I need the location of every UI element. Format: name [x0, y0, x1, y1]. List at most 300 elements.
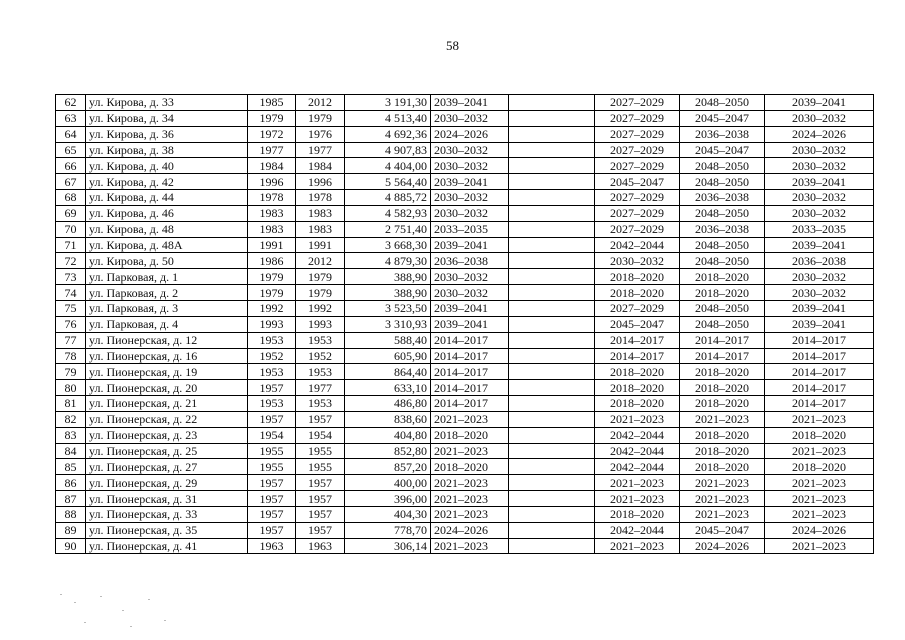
table-row [56, 459, 874, 475]
period-3-cell: 2027–2029 [595, 221, 680, 237]
period-1-cell: 2021–2023 [431, 491, 509, 507]
period-5-cell: 2030–2032 [765, 285, 874, 301]
address-cell: ул. Кирова, д. 48А [86, 237, 248, 253]
period-4-cell: 2014–2017 [680, 348, 765, 364]
period-4-cell: 2021–2023 [680, 475, 765, 491]
period-2-cell [509, 190, 595, 206]
period-2-cell [509, 126, 595, 142]
period-4-cell: 2018–2020 [680, 396, 765, 412]
year-second-cell: 1976 [296, 126, 345, 142]
period-5-cell: 2030–2032 [765, 158, 874, 174]
year-second-cell: 1957 [296, 506, 345, 522]
period-3-cell: 2014–2017 [595, 348, 680, 364]
year-second-cell: 1957 [296, 411, 345, 427]
period-5-cell: 2024–2026 [765, 522, 874, 538]
period-3-cell: 2042–2044 [595, 237, 680, 253]
table-row [56, 142, 874, 158]
row-number: 81 [56, 396, 86, 412]
period-5-cell: 2021–2023 [765, 538, 874, 554]
row-number: 86 [56, 475, 86, 491]
period-3-cell: 2045–2047 [595, 174, 680, 190]
address-cell: ул. Кирова, д. 42 [86, 174, 248, 190]
table-row [56, 396, 874, 412]
period-4-cell: 2018–2020 [680, 269, 765, 285]
address-cell: ул. Кирова, д. 40 [86, 158, 248, 174]
year-second-cell: 1991 [296, 237, 345, 253]
period-2-cell [509, 522, 595, 538]
year-built-cell: 1952 [248, 348, 296, 364]
period-1-cell: 2039–2041 [431, 95, 509, 111]
year-built-cell: 1953 [248, 364, 296, 380]
period-1-cell: 2024–2026 [431, 126, 509, 142]
row-number: 71 [56, 237, 86, 253]
address-cell: ул. Кирова, д. 48 [86, 221, 248, 237]
period-2-cell [509, 427, 595, 443]
period-1-cell: 2030–2032 [431, 142, 509, 158]
year-second-cell: 2012 [296, 95, 345, 111]
table-row [56, 205, 874, 221]
year-built-cell: 1957 [248, 491, 296, 507]
area-cell: 404,30 [345, 506, 431, 522]
period-5-cell: 2030–2032 [765, 190, 874, 206]
table-row [56, 475, 874, 491]
year-built-cell: 1993 [248, 316, 296, 332]
period-1-cell: 2021–2023 [431, 475, 509, 491]
period-5-cell: 2014–2017 [765, 396, 874, 412]
area-cell: 4 885,72 [345, 190, 431, 206]
period-1-cell: 2039–2041 [431, 237, 509, 253]
address-cell: ул. Пионерская, д. 31 [86, 491, 248, 507]
row-number: 88 [56, 506, 86, 522]
period-4-cell: 2018–2020 [680, 459, 765, 475]
area-cell: 605,90 [345, 348, 431, 364]
address-cell: ул. Пионерская, д. 35 [86, 522, 248, 538]
period-5-cell: 2030–2032 [765, 142, 874, 158]
period-1-cell: 2018–2020 [431, 459, 509, 475]
area-cell: 4 404,00 [345, 158, 431, 174]
table-row [56, 380, 874, 396]
period-3-cell: 2021–2023 [595, 491, 680, 507]
table-row [56, 348, 874, 364]
address-cell: ул. Кирова, д. 34 [86, 110, 248, 126]
period-4-cell: 2018–2020 [680, 443, 765, 459]
period-3-cell: 2042–2044 [595, 459, 680, 475]
period-2-cell [509, 205, 595, 221]
table-row [56, 253, 874, 269]
year-second-cell: 1977 [296, 380, 345, 396]
row-number: 89 [56, 522, 86, 538]
period-1-cell: 2033–2035 [431, 221, 509, 237]
period-2-cell [509, 348, 595, 364]
table-row [56, 221, 874, 237]
row-number: 75 [56, 300, 86, 316]
period-3-cell: 2018–2020 [595, 506, 680, 522]
period-3-cell: 2027–2029 [595, 190, 680, 206]
row-number: 78 [56, 348, 86, 364]
year-second-cell: 1979 [296, 285, 345, 301]
area-cell: 3 523,50 [345, 300, 431, 316]
period-2-cell [509, 364, 595, 380]
table-row [56, 506, 874, 522]
period-4-cell: 2048–2050 [680, 95, 765, 111]
period-3-cell: 2027–2029 [595, 95, 680, 111]
year-built-cell: 1983 [248, 221, 296, 237]
period-2-cell [509, 459, 595, 475]
table-body [56, 95, 874, 554]
period-5-cell: 2039–2041 [765, 300, 874, 316]
address-cell: ул. Пионерская, д. 29 [86, 475, 248, 491]
area-cell: 2 751,40 [345, 221, 431, 237]
address-cell: ул. Пионерская, д. 33 [86, 506, 248, 522]
row-number: 67 [56, 174, 86, 190]
address-cell: ул. Пионерская, д. 16 [86, 348, 248, 364]
year-built-cell: 1957 [248, 380, 296, 396]
period-4-cell: 2021–2023 [680, 411, 765, 427]
year-second-cell: 1954 [296, 427, 345, 443]
period-4-cell: 2021–2023 [680, 506, 765, 522]
period-3-cell: 2027–2029 [595, 205, 680, 221]
row-number: 65 [56, 142, 86, 158]
year-built-cell: 1992 [248, 300, 296, 316]
table-row [56, 411, 874, 427]
period-1-cell: 2014–2017 [431, 348, 509, 364]
year-built-cell: 1953 [248, 332, 296, 348]
period-5-cell: 2018–2020 [765, 427, 874, 443]
row-number: 63 [56, 110, 86, 126]
period-5-cell: 2021–2023 [765, 475, 874, 491]
table-row [56, 126, 874, 142]
table-row [56, 491, 874, 507]
year-second-cell: 1977 [296, 142, 345, 158]
area-cell: 633,10 [345, 380, 431, 396]
table-row [56, 110, 874, 126]
area-cell: 778,70 [345, 522, 431, 538]
period-3-cell: 2018–2020 [595, 364, 680, 380]
table-row [56, 190, 874, 206]
period-5-cell: 2021–2023 [765, 411, 874, 427]
area-cell: 4 907,83 [345, 142, 431, 158]
year-built-cell: 1955 [248, 443, 296, 459]
table-row [56, 538, 874, 554]
period-5-cell: 2014–2017 [765, 348, 874, 364]
area-cell: 400,00 [345, 475, 431, 491]
period-3-cell: 2042–2044 [595, 427, 680, 443]
period-2-cell [509, 380, 595, 396]
address-cell: ул. Парковая, д. 3 [86, 300, 248, 316]
year-second-cell: 1979 [296, 269, 345, 285]
row-number: 62 [56, 95, 86, 111]
period-4-cell: 2024–2026 [680, 538, 765, 554]
period-1-cell: 2039–2041 [431, 316, 509, 332]
period-2-cell [509, 285, 595, 301]
area-cell: 5 564,40 [345, 174, 431, 190]
table-row [56, 158, 874, 174]
row-number: 64 [56, 126, 86, 142]
table-row [56, 427, 874, 443]
period-1-cell: 2030–2032 [431, 285, 509, 301]
period-2-cell [509, 538, 595, 554]
area-cell: 4 513,40 [345, 110, 431, 126]
period-2-cell [509, 253, 595, 269]
period-3-cell: 2027–2029 [595, 110, 680, 126]
area-cell: 3 191,30 [345, 95, 431, 111]
period-2-cell [509, 110, 595, 126]
area-cell: 4 582,93 [345, 205, 431, 221]
row-number: 66 [56, 158, 86, 174]
period-4-cell: 2036–2038 [680, 221, 765, 237]
period-1-cell: 2036–2038 [431, 253, 509, 269]
period-2-cell [509, 269, 595, 285]
table-row [56, 95, 874, 111]
address-cell: ул. Пионерская, д. 22 [86, 411, 248, 427]
period-4-cell: 2048–2050 [680, 237, 765, 253]
address-cell: ул. Пионерская, д. 41 [86, 538, 248, 554]
year-second-cell: 1992 [296, 300, 345, 316]
period-4-cell: 2045–2047 [680, 522, 765, 538]
year-built-cell: 1957 [248, 506, 296, 522]
year-second-cell: 1996 [296, 174, 345, 190]
period-5-cell: 2018–2020 [765, 459, 874, 475]
year-second-cell: 1983 [296, 221, 345, 237]
period-2-cell [509, 443, 595, 459]
table-row [56, 174, 874, 190]
row-number: 79 [56, 364, 86, 380]
address-cell: ул. Пионерская, д. 21 [86, 396, 248, 412]
table-row [56, 285, 874, 301]
scan-specks [60, 590, 180, 630]
year-built-cell: 1996 [248, 174, 296, 190]
period-1-cell: 2021–2023 [431, 538, 509, 554]
period-3-cell: 2021–2023 [595, 411, 680, 427]
year-second-cell: 1955 [296, 443, 345, 459]
area-cell: 396,00 [345, 491, 431, 507]
period-4-cell: 2048–2050 [680, 300, 765, 316]
row-number: 68 [56, 190, 86, 206]
period-1-cell: 2021–2023 [431, 443, 509, 459]
period-5-cell: 2024–2026 [765, 126, 874, 142]
year-built-cell: 1977 [248, 142, 296, 158]
period-2-cell [509, 300, 595, 316]
period-1-cell: 2024–2026 [431, 522, 509, 538]
period-5-cell: 2014–2017 [765, 364, 874, 380]
row-number: 74 [56, 285, 86, 301]
period-5-cell: 2033–2035 [765, 221, 874, 237]
period-3-cell: 2018–2020 [595, 396, 680, 412]
year-built-cell: 1986 [248, 253, 296, 269]
period-1-cell: 2018–2020 [431, 427, 509, 443]
period-2-cell [509, 332, 595, 348]
period-2-cell [509, 174, 595, 190]
year-built-cell: 1954 [248, 427, 296, 443]
year-built-cell: 1979 [248, 110, 296, 126]
period-5-cell: 2039–2041 [765, 237, 874, 253]
table-row [56, 332, 874, 348]
year-built-cell: 1991 [248, 237, 296, 253]
period-3-cell: 2027–2029 [595, 158, 680, 174]
year-built-cell: 1955 [248, 459, 296, 475]
year-built-cell: 1953 [248, 396, 296, 412]
period-1-cell: 2014–2017 [431, 380, 509, 396]
area-cell: 864,40 [345, 364, 431, 380]
period-2-cell [509, 142, 595, 158]
period-1-cell: 2030–2032 [431, 205, 509, 221]
year-built-cell: 1957 [248, 522, 296, 538]
year-built-cell: 1985 [248, 95, 296, 111]
period-5-cell: 2014–2017 [765, 380, 874, 396]
area-cell: 588,40 [345, 332, 431, 348]
period-1-cell: 2030–2032 [431, 269, 509, 285]
period-3-cell: 2045–2047 [595, 316, 680, 332]
period-4-cell: 2018–2020 [680, 380, 765, 396]
year-built-cell: 1957 [248, 475, 296, 491]
row-number: 83 [56, 427, 86, 443]
year-built-cell: 1984 [248, 158, 296, 174]
area-cell: 388,90 [345, 269, 431, 285]
period-3-cell: 2018–2020 [595, 285, 680, 301]
address-cell: ул. Пионерская, д. 23 [86, 427, 248, 443]
area-cell: 852,80 [345, 443, 431, 459]
table-row [56, 522, 874, 538]
period-1-cell: 2014–2017 [431, 332, 509, 348]
period-1-cell: 2030–2032 [431, 190, 509, 206]
housing-table [55, 94, 874, 554]
area-cell: 857,20 [345, 459, 431, 475]
year-second-cell: 1993 [296, 316, 345, 332]
address-cell: ул. Пионерская, д. 27 [86, 459, 248, 475]
period-1-cell: 2030–2032 [431, 110, 509, 126]
period-5-cell: 2039–2041 [765, 316, 874, 332]
year-second-cell: 1963 [296, 538, 345, 554]
year-built-cell: 1963 [248, 538, 296, 554]
year-second-cell: 1984 [296, 158, 345, 174]
period-3-cell: 2042–2044 [595, 443, 680, 459]
year-second-cell: 1978 [296, 190, 345, 206]
year-second-cell: 1953 [296, 396, 345, 412]
table-row [56, 300, 874, 316]
period-4-cell: 2018–2020 [680, 427, 765, 443]
period-5-cell: 2030–2032 [765, 269, 874, 285]
row-number: 70 [56, 221, 86, 237]
period-2-cell [509, 158, 595, 174]
address-cell: ул. Пионерская, д. 19 [86, 364, 248, 380]
period-4-cell: 2048–2050 [680, 158, 765, 174]
address-cell: ул. Кирова, д. 50 [86, 253, 248, 269]
period-4-cell: 2018–2020 [680, 364, 765, 380]
period-1-cell: 2039–2041 [431, 300, 509, 316]
row-number: 73 [56, 269, 86, 285]
address-cell: ул. Кирова, д. 46 [86, 205, 248, 221]
period-4-cell: 2048–2050 [680, 174, 765, 190]
area-cell: 306,14 [345, 538, 431, 554]
year-built-cell: 1972 [248, 126, 296, 142]
row-number: 77 [56, 332, 86, 348]
area-cell: 4 692,36 [345, 126, 431, 142]
period-4-cell: 2014–2017 [680, 332, 765, 348]
period-4-cell: 2045–2047 [680, 110, 765, 126]
period-4-cell: 2048–2050 [680, 253, 765, 269]
period-4-cell: 2048–2050 [680, 205, 765, 221]
period-3-cell: 2021–2023 [595, 538, 680, 554]
address-cell: ул. Кирова, д. 44 [86, 190, 248, 206]
year-second-cell: 1979 [296, 110, 345, 126]
period-4-cell: 2036–2038 [680, 126, 765, 142]
area-cell: 3 668,30 [345, 237, 431, 253]
year-second-cell: 1957 [296, 522, 345, 538]
address-cell: ул. Кирова, д. 33 [86, 95, 248, 111]
address-cell: ул. Кирова, д. 38 [86, 142, 248, 158]
area-cell: 838,60 [345, 411, 431, 427]
period-5-cell: 2014–2017 [765, 332, 874, 348]
period-2-cell [509, 491, 595, 507]
period-1-cell: 2030–2032 [431, 158, 509, 174]
address-cell: ул. Пионерская, д. 20 [86, 380, 248, 396]
period-1-cell: 2021–2023 [431, 411, 509, 427]
period-2-cell [509, 221, 595, 237]
period-2-cell [509, 237, 595, 253]
period-5-cell: 2021–2023 [765, 491, 874, 507]
year-second-cell: 1955 [296, 459, 345, 475]
period-2-cell [509, 411, 595, 427]
year-built-cell: 1983 [248, 205, 296, 221]
row-number: 87 [56, 491, 86, 507]
period-1-cell: 2014–2017 [431, 364, 509, 380]
address-cell: ул. Пионерская, д. 12 [86, 332, 248, 348]
year-second-cell: 1953 [296, 332, 345, 348]
area-cell: 3 310,93 [345, 316, 431, 332]
period-3-cell: 2030–2032 [595, 253, 680, 269]
address-cell: ул. Пионерская, д. 25 [86, 443, 248, 459]
period-3-cell: 2027–2029 [595, 300, 680, 316]
address-cell: ул. Парковая, д. 4 [86, 316, 248, 332]
period-3-cell: 2018–2020 [595, 380, 680, 396]
period-4-cell: 2018–2020 [680, 285, 765, 301]
year-built-cell: 1978 [248, 190, 296, 206]
period-1-cell: 2014–2017 [431, 396, 509, 412]
period-3-cell: 2014–2017 [595, 332, 680, 348]
table-row [56, 443, 874, 459]
year-second-cell: 1952 [296, 348, 345, 364]
row-number: 84 [56, 443, 86, 459]
area-cell: 388,90 [345, 285, 431, 301]
area-cell: 486,80 [345, 396, 431, 412]
period-2-cell [509, 506, 595, 522]
row-number: 69 [56, 205, 86, 221]
year-built-cell: 1957 [248, 411, 296, 427]
year-second-cell: 1953 [296, 364, 345, 380]
period-2-cell [509, 316, 595, 332]
table-row [56, 316, 874, 332]
row-number: 82 [56, 411, 86, 427]
period-2-cell [509, 475, 595, 491]
period-5-cell: 2030–2032 [765, 110, 874, 126]
period-1-cell: 2021–2023 [431, 506, 509, 522]
period-1-cell: 2039–2041 [431, 174, 509, 190]
period-5-cell: 2039–2041 [765, 174, 874, 190]
address-cell: ул. Кирова, д. 36 [86, 126, 248, 142]
area-cell: 404,80 [345, 427, 431, 443]
year-second-cell: 1957 [296, 475, 345, 491]
period-5-cell: 2021–2023 [765, 506, 874, 522]
period-3-cell: 2027–2029 [595, 126, 680, 142]
address-cell: ул. Парковая, д. 2 [86, 285, 248, 301]
row-number: 90 [56, 538, 86, 554]
year-second-cell: 2012 [296, 253, 345, 269]
table-row [56, 237, 874, 253]
area-cell: 4 879,30 [345, 253, 431, 269]
period-3-cell: 2018–2020 [595, 269, 680, 285]
period-5-cell: 2039–2041 [765, 95, 874, 111]
row-number: 72 [56, 253, 86, 269]
